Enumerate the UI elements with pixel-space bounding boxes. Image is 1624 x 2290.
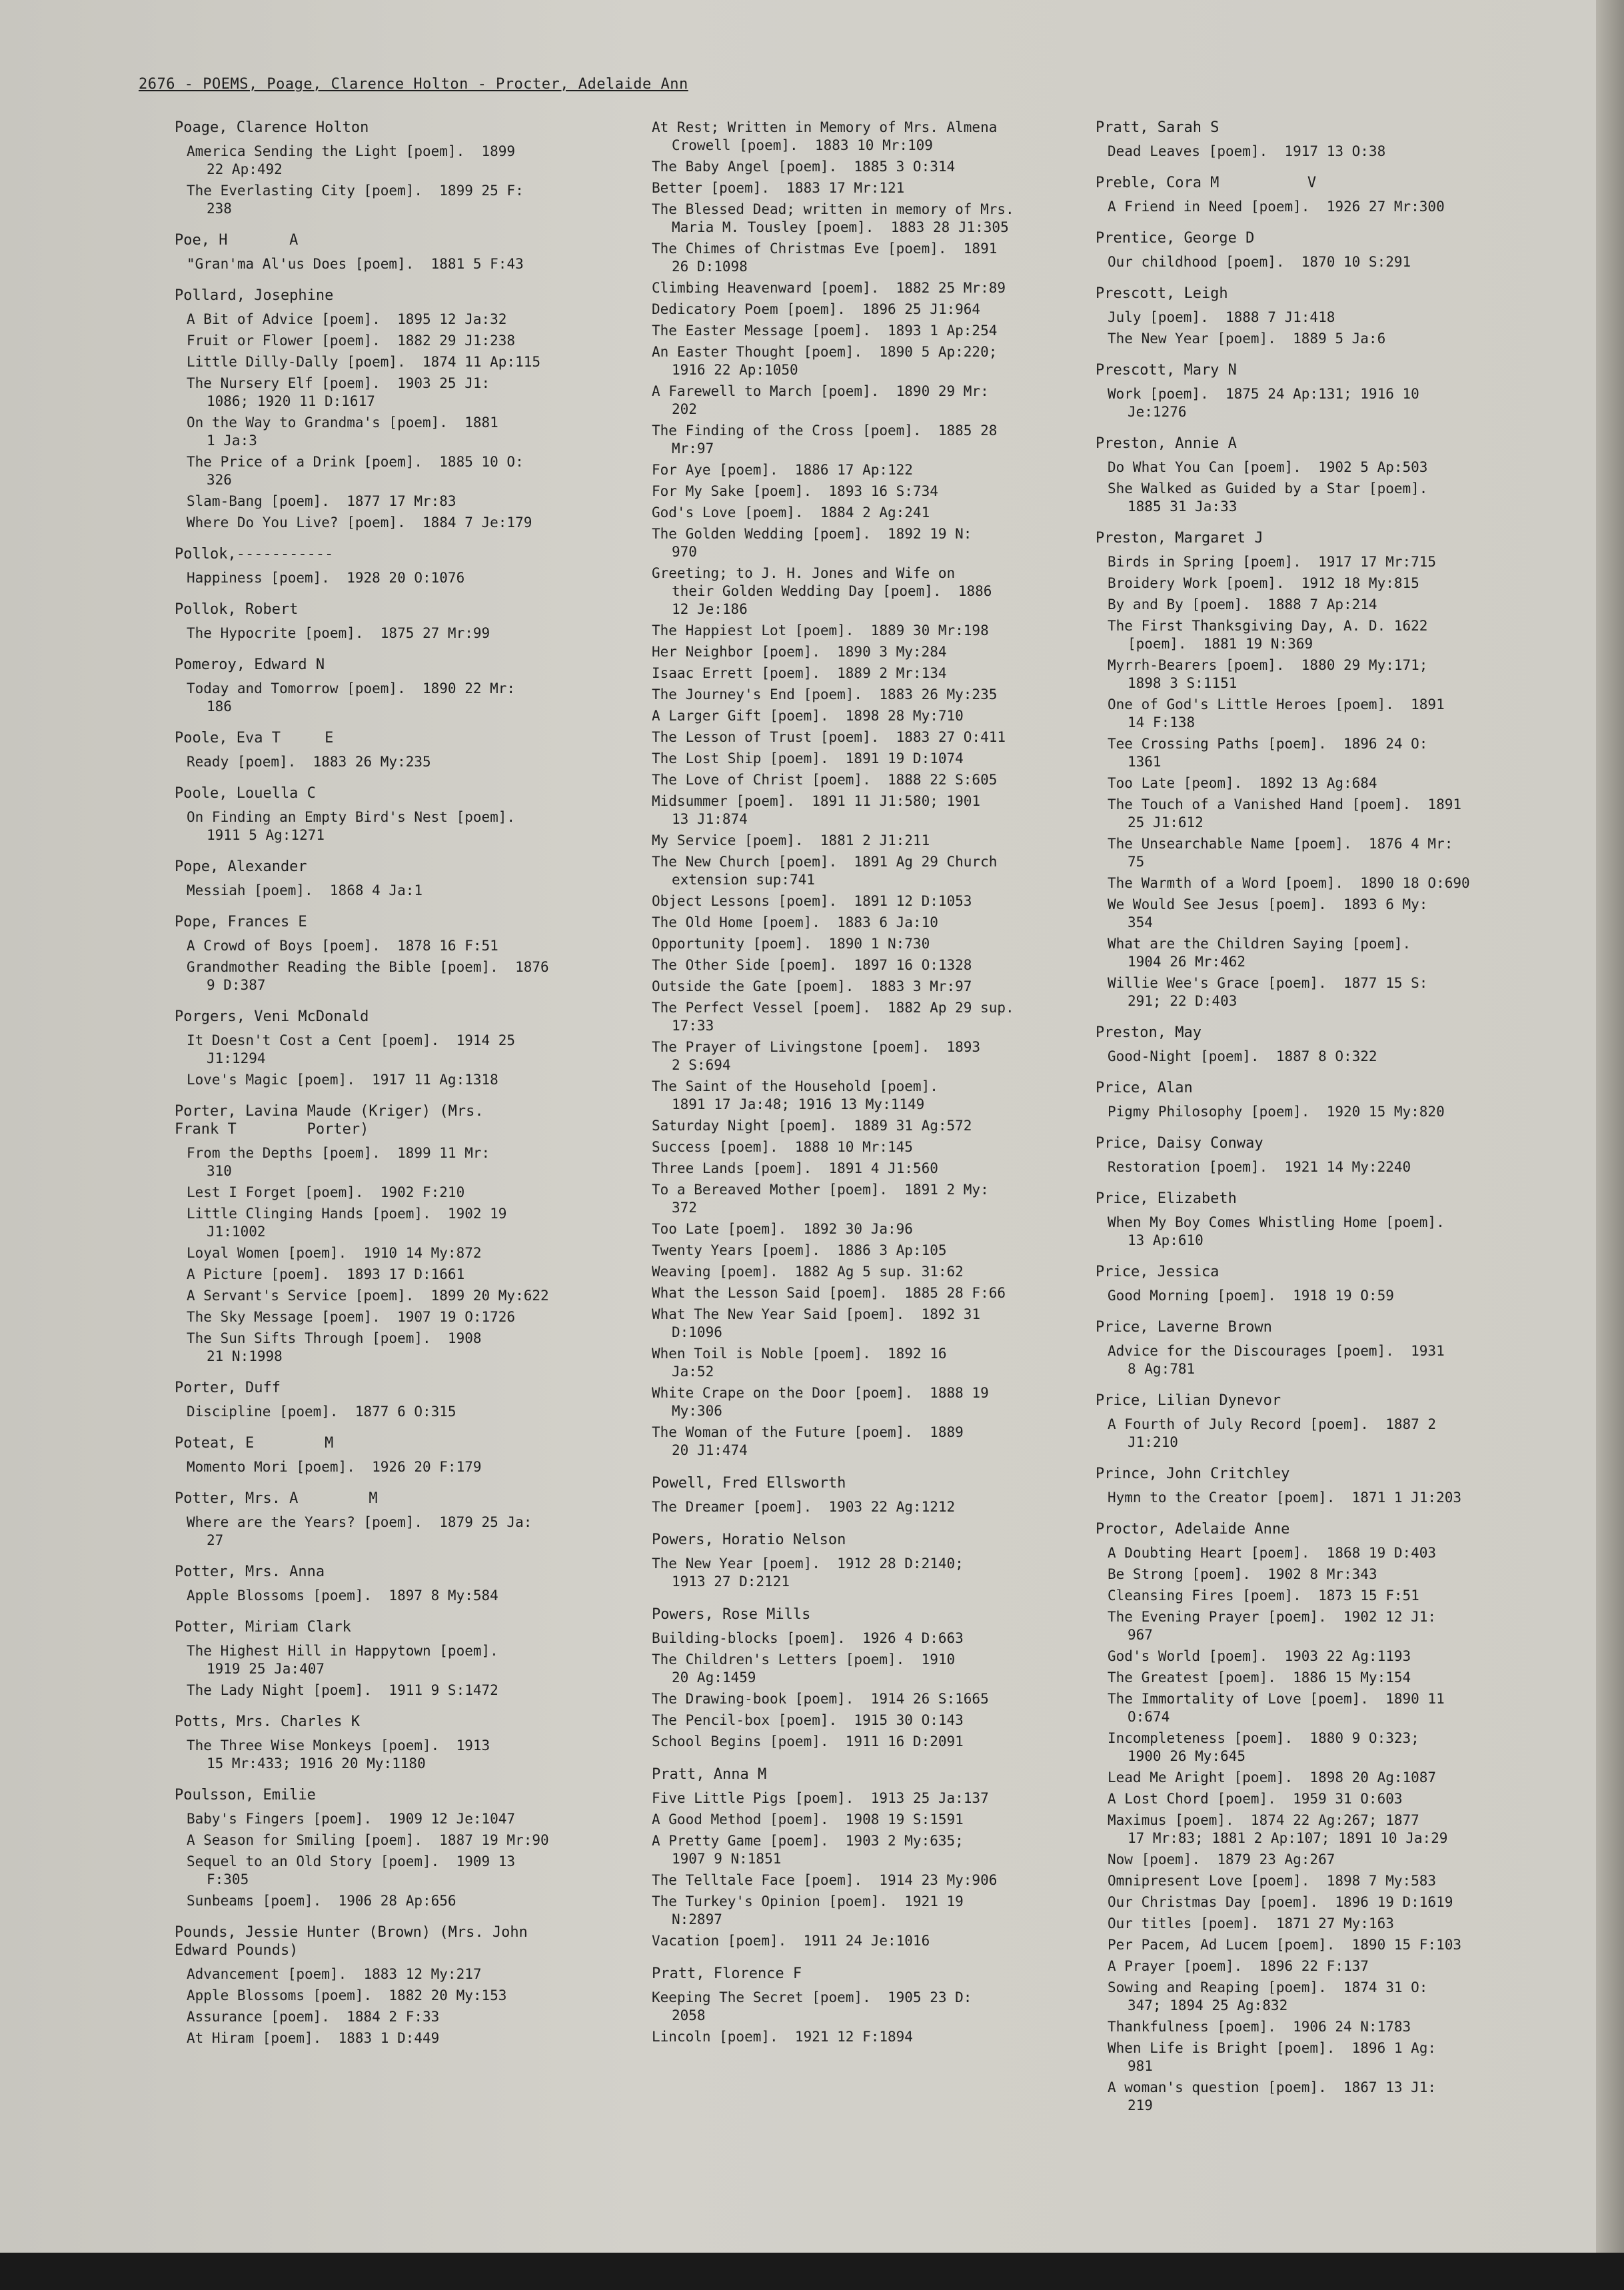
poem-citation: Vacation [poem]. 1911 24 Je:1016 <box>652 1933 930 1949</box>
poem-citation: Maximus [poem]. 1874 22 Ag:267; 1877 17 Mr:83; 1881 2 Ap:107; 1891 10 Ja:29 <box>1108 1812 1448 1846</box>
poem-citation: School Begins [poem]. 1911 16 D:2091 <box>652 1733 964 1749</box>
poem-citation: The Lost Ship [poem]. 1891 19 D:1074 <box>652 750 964 766</box>
author-entry <box>175 1434 641 1476</box>
author-name: Pounds, Jessie Hunter (Brown) (Mrs. John Edward Pounds) <box>175 1924 528 1959</box>
poem-citation: Where Do You Live? [poem]. 1884 7 Je:179 <box>187 515 532 531</box>
author-name: Price, Lilian Dynevor <box>1096 1392 1281 1409</box>
author-name: Prescott, Mary N <box>1096 362 1237 379</box>
poem-citation: Sunbeams [poem]. 1906 28 Ap:656 <box>187 1893 456 1909</box>
author-entry <box>175 784 641 844</box>
author-entry <box>175 913 641 994</box>
poem-citation: The Greatest [poem]. 1886 15 My:154 <box>1108 1670 1411 1686</box>
poem-citation: Sowing and Reaping [poem]. 1874 31 O: 347; 1894 25 Ag:832 <box>1108 1979 1428 2013</box>
column-3 <box>1096 119 1575 2128</box>
poem-citation: Cleansing Fires [poem]. 1873 15 F:51 <box>1108 1588 1419 1604</box>
poem-citation: Better [poem]. 1883 17 Mr:121 <box>652 180 905 196</box>
author-name: Porter, Duff <box>175 1380 281 1396</box>
poem-citation: When Life is Bright [poem]. 1896 1 Ag: 981 <box>1108 2040 1437 2074</box>
poem-citation: Opportunity [poem]. 1890 1 N:730 <box>652 936 930 952</box>
author-entry <box>652 1965 1078 2046</box>
author-entry <box>175 287 641 532</box>
author-name: Pomeroy, Edward N <box>175 656 325 673</box>
poem-citation: The Sky Message [poem]. 1907 19 O:1726 <box>187 1309 516 1325</box>
poem-citation: July [poem]. 1888 7 J1:418 <box>1108 309 1335 325</box>
author-name: Pollard, Josephine <box>175 287 334 304</box>
author-name: Pratt, Florence F <box>652 1965 802 1982</box>
poem-citation: Success [poem]. 1888 10 Mr:145 <box>652 1139 913 1155</box>
author-name: Prince, John Critchley <box>1096 1466 1290 1482</box>
column-1 <box>175 119 641 2061</box>
author-name: Pollok,----------- <box>175 546 334 563</box>
poem-citation: At Rest; Written in Memory of Mrs. Almena Crowell [poem]. 1883 10 Mr:109 <box>652 119 998 153</box>
poem-citation: It Doesn't Cost a Cent [poem]. 1914 25 J1:1294 <box>187 1032 516 1066</box>
author-name: Price, Elizabeth <box>1096 1190 1237 1207</box>
author-entry <box>175 1618 641 1700</box>
poem-citation: The Finding of the Cross [poem]. 1885 28 Mr:97 <box>652 423 998 457</box>
page-header: 2676 - POEMS, Poage, Clarence Holton - Procter, Adelaide Ann <box>139 76 688 93</box>
poem-citation: What The New Year Said [poem]. 1892 31 D:1096 <box>652 1306 981 1340</box>
poem-citation: Broidery Work [poem]. 1912 18 My:815 <box>1108 575 1419 591</box>
author-name: Proctor, Adelaide Anne <box>1096 1521 1290 1538</box>
poem-citation: The First Thanksgiving Day, A. D. 1622 [poem]. 1881 19 N:369 <box>1108 618 1428 652</box>
poem-citation: Keeping The Secret [poem]. 1905 23 D: 2058 <box>652 1989 972 2023</box>
author-entry <box>1096 1392 1575 1452</box>
poem-citation: Grandmother Reading the Bible [poem]. 1876 9 D:387 <box>187 959 549 993</box>
author-name: Preston, Annie A <box>1096 435 1237 452</box>
poem-citation: Climbing Heavenward [poem]. 1882 25 Mr:89 <box>652 280 1006 296</box>
poem-citation: For My Sake [poem]. 1893 16 S:734 <box>652 483 938 499</box>
poem-citation: For Aye [poem]. 1886 17 Ap:122 <box>652 462 913 478</box>
author-entry <box>1096 1465 1575 1507</box>
author-entry <box>1096 529 1575 1010</box>
poem-citation: The Saint of the Household [poem]. 1891 17 Ja:48; 1916 13 My:1149 <box>652 1078 938 1112</box>
poem-citation: Our childhood [poem]. 1870 10 S:291 <box>1108 254 1411 270</box>
author-name: Pope, Frances E <box>175 914 307 930</box>
poem-citation: An Easter Thought [poem]. 1890 5 Ap:220; 1916 22 Ap:1050 <box>652 344 998 378</box>
author-name: Prescott, Leigh <box>1096 285 1228 302</box>
poem-citation: Willie Wee's Grace [poem]. 1877 15 S: 291; 22 D:403 <box>1108 975 1428 1009</box>
author-name: Price, Laverne Brown <box>1096 1319 1272 1336</box>
poem-citation: Lest I Forget [poem]. 1902 F:210 <box>187 1184 465 1200</box>
poem-citation: The Golden Wedding [poem]. 1892 19 N: 970 <box>652 526 972 560</box>
poem-citation: Lead Me Aright [poem]. 1898 20 Ag:1087 <box>1108 1769 1437 1785</box>
poem-citation: A Lost Chord [poem]. 1959 31 O:603 <box>1108 1791 1403 1807</box>
poem-citation: On the Way to Grandma's [poem]. 1881 1 Ja:3 <box>187 415 498 449</box>
poem-citation: A woman's question [poem]. 1867 13 J1: 219 <box>1108 2079 1437 2113</box>
poem-citation: The Old Home [poem]. 1883 6 Ja:10 <box>652 914 938 930</box>
poem-citation: On Finding an Empty Bird's Nest [poem]. 1911 5 Ag:1271 <box>187 809 516 843</box>
poem-citation: The Highest Hill in Happytown [poem]. 1919 25 Ja:407 <box>187 1643 498 1677</box>
poem-citation: Her Neighbor [poem]. 1890 3 My:284 <box>652 644 947 660</box>
author-entry <box>1096 119 1575 161</box>
author-entry <box>1096 1520 1575 2115</box>
poem-citation: Do What You Can [poem]. 1902 5 Ap:503 <box>1108 459 1428 475</box>
poem-citation: Momento Mori [poem]. 1926 20 F:179 <box>187 1459 482 1475</box>
author-name: Porgers, Veni McDonald <box>175 1008 369 1025</box>
poem-citation: The Hypocrite [poem]. 1875 27 Mr:99 <box>187 625 490 641</box>
author-entry <box>1096 1190 1575 1250</box>
author-name: Prentice, George D <box>1096 230 1255 247</box>
author-name: Powers, Horatio Nelson <box>652 1532 846 1548</box>
poem-citation: Good-Night [poem]. 1887 8 O:322 <box>1108 1048 1377 1064</box>
author-entry <box>1096 435 1575 516</box>
poem-citation: When Toil is Noble [poem]. 1892 16 Ja:52 <box>652 1346 947 1380</box>
poem-citation: Hymn to the Creator [poem]. 1871 1 J1:203 <box>1108 1490 1462 1506</box>
poem-citation: A Picture [poem]. 1893 17 D:1661 <box>187 1266 465 1282</box>
author-entry <box>175 1490 641 1550</box>
poem-citation: Be Strong [poem]. 1902 8 Mr:343 <box>1108 1566 1377 1582</box>
poem-citation: Midsummer [poem]. 1891 11 J1:580; 1901 13 J1:874 <box>652 793 981 827</box>
poem-citation: The Warmth of a Word [poem]. 1890 18 O:690 <box>1108 875 1470 891</box>
poem-citation: Three Lands [poem]. 1891 4 J1:560 <box>652 1160 938 1176</box>
poem-citation: Object Lessons [poem]. 1891 12 D:1053 <box>652 893 972 909</box>
author-entry <box>1096 229 1575 271</box>
author-entry <box>175 231 641 273</box>
poem-citation: She Walked as Guided by a Star [poem]. 1885 31 Ja:33 <box>1108 481 1428 515</box>
poem-citation: Apple Blossoms [poem]. 1897 8 My:584 <box>187 1588 498 1604</box>
poem-citation: Outside the Gate [poem]. 1883 3 Mr:97 <box>652 978 972 994</box>
author-entry <box>175 1008 641 1089</box>
author-name: Poole, Louella C <box>175 785 316 802</box>
poem-citation: America Sending the Light [poem]. 1899 22 Ap:492 <box>187 143 516 177</box>
author-entry <box>1096 1024 1575 1066</box>
author-entry <box>175 1563 641 1605</box>
author-name: Pollok, Robert <box>175 601 299 618</box>
poem-citation: Dedicatory Poem [poem]. 1896 25 J1:964 <box>652 301 981 317</box>
author-entry <box>652 1474 1078 1516</box>
poem-citation: Ready [poem]. 1883 26 My:235 <box>187 754 431 770</box>
poem-citation: The Everlasting City [poem]. 1899 25 F: 238 <box>187 183 524 217</box>
poem-citation: A Servant's Service [poem]. 1899 20 My:622 <box>187 1288 549 1304</box>
poem-citation: The Touch of a Vanished Hand [poem]. 1891 25 J1:612 <box>1108 796 1462 830</box>
poem-citation: The Sun Sifts Through [poem]. 1908 21 N:1998 <box>187 1330 482 1364</box>
poem-citation: A Crowd of Boys [poem]. 1878 16 F:51 <box>187 938 498 954</box>
author-name: Pratt, Anna M <box>652 1766 767 1783</box>
author-name: Preston, May <box>1096 1024 1202 1041</box>
author-name: Poage, Clarence Holton <box>175 119 369 136</box>
author-entry <box>1096 1134 1575 1176</box>
poem-citation: The Dreamer [poem]. 1903 22 Ag:1212 <box>652 1499 956 1515</box>
author-name: Potter, Mrs. A M <box>175 1490 378 1507</box>
poem-citation: A Doubting Heart [poem]. 1868 19 D:403 <box>1108 1545 1437 1561</box>
author-name: Pope, Alexander <box>175 858 307 875</box>
author-entry <box>175 1102 641 1366</box>
poem-citation: The Turkey's Opinion [poem]. 1921 19 N:2897 <box>652 1893 964 1927</box>
scan-border <box>0 2253 1624 2290</box>
poem-citation: What are the Children Saying [poem]. 1904 26 Mr:462 <box>1108 936 1411 970</box>
poem-citation: Advice for the Discourages [poem]. 1931 8 Ag:781 <box>1108 1343 1445 1377</box>
author-name: Preston, Margaret J <box>1096 530 1263 547</box>
poem-citation: Incompleteness [poem]. 1880 9 O:323; 1900 26 My:645 <box>1108 1730 1419 1764</box>
author-name: Powers, Rose Mills <box>652 1606 811 1623</box>
poem-citation: The Children's Letters [poem]. 1910 20 Ag:1459 <box>652 1652 956 1686</box>
author-entry <box>175 1713 641 1773</box>
author-entry <box>1096 1263 1575 1305</box>
poem-citation: Slam-Bang [poem]. 1877 17 Mr:83 <box>187 493 456 509</box>
poem-citation: The Easter Message [poem]. 1893 1 Ap:254 <box>652 323 998 339</box>
poem-citation: The Blessed Dead; written in memory of Mrs. Maria M. Tousley [poem]. 1883 28 J1:305 <box>652 201 1014 235</box>
poem-citation: Our Christmas Day [poem]. 1896 19 D:1619 <box>1108 1894 1453 1910</box>
poem-citation: Where are the Years? [poem]. 1879 25 Ja: 27 <box>187 1514 532 1548</box>
author-name: Pratt, Sarah S <box>1096 119 1219 136</box>
poem-citation: What the Lesson Said [poem]. 1885 28 F:66 <box>652 1285 1006 1301</box>
poem-citation: The Prayer of Livingstone [poem]. 1893 2 S:694 <box>652 1039 981 1073</box>
poem-citation: The Happiest Lot [poem]. 1889 30 Mr:198 <box>652 622 989 638</box>
poem-citation: Too Late [peom]. 1892 13 Ag:684 <box>1108 775 1377 791</box>
author-entry <box>175 729 641 771</box>
poem-citation: Work [poem]. 1875 24 Ap:131; 1916 10 Je:1276 <box>1108 386 1419 420</box>
poem-citation: A Friend in Need [poem]. 1926 27 Mr:300 <box>1108 199 1445 215</box>
poem-citation: The Three Wise Monkeys [poem]. 1913 15 Mr:433; 1916 20 My:1180 <box>187 1737 490 1771</box>
author-entry <box>652 1765 1078 1950</box>
poem-citation: The Telltale Face [poem]. 1914 23 My:906 <box>652 1872 998 1888</box>
poem-citation: My Service [poem]. 1881 2 J1:211 <box>652 832 930 848</box>
poem-citation: Now [poem]. 1879 23 Ag:267 <box>1108 1851 1335 1867</box>
poem-citation: Restoration [poem]. 1921 14 My:2240 <box>1108 1159 1411 1175</box>
poem-citation: Good Morning [poem]. 1918 19 O:59 <box>1108 1288 1394 1304</box>
poem-citation: A Good Method [poem]. 1908 19 S:1591 <box>652 1811 964 1827</box>
poem-citation: "Gran'ma Al'us Does [poem]. 1881 5 F:43 <box>187 256 524 272</box>
author-name: Potts, Mrs. Charles K <box>175 1714 361 1730</box>
poem-citation: Our titles [poem]. 1871 27 My:163 <box>1108 1915 1394 1931</box>
author-entry <box>175 1923 641 2047</box>
poem-citation: God's World [poem]. 1903 22 Ag:1193 <box>1108 1648 1411 1664</box>
author-entry <box>652 119 1078 1460</box>
poem-citation: The Chimes of Christmas Eve [poem]. 1891 26 D:1098 <box>652 241 998 275</box>
poem-citation: At Hiram [poem]. 1883 1 D:449 <box>187 2030 440 2046</box>
poem-citation: Omnipresent Love [poem]. 1898 7 My:583 <box>1108 1873 1437 1889</box>
poem-citation: The Baby Angel [poem]. 1885 3 O:314 <box>652 159 956 175</box>
author-entry <box>652 1531 1078 1591</box>
author-entry <box>1096 1079 1575 1121</box>
poem-citation: Per Pacem, Ad Lucem [poem]. 1890 15 F:103 <box>1108 1937 1462 1953</box>
poem-citation: The New Year [poem]. 1912 28 D:2140; 1913 27 D:2121 <box>652 1556 964 1590</box>
poem-citation: Saturday Night [poem]. 1889 31 Ag:572 <box>652 1118 972 1134</box>
poem-citation: A Farewell to March [poem]. 1890 29 Mr: 202 <box>652 383 989 417</box>
author-entry <box>175 1379 641 1421</box>
author-name: Price, Daisy Conway <box>1096 1135 1263 1152</box>
poem-citation: The Other Side [poem]. 1897 16 O:1328 <box>652 957 972 973</box>
poem-citation: The Drawing-book [poem]. 1914 26 S:1665 <box>652 1691 989 1707</box>
poem-citation: Dead Leaves [poem]. 1917 13 O:38 <box>1108 143 1386 159</box>
author-entry <box>175 119 641 218</box>
poem-citation: The Pencil-box [poem]. 1915 30 O:143 <box>652 1712 964 1728</box>
author-entry <box>1096 174 1575 216</box>
poem-citation: A Larger Gift [poem]. 1898 28 My:710 <box>652 708 964 724</box>
poem-citation: Discipline [poem]. 1877 6 O:315 <box>187 1404 456 1420</box>
poem-citation: From the Depths [poem]. 1899 11 Mr: 310 <box>187 1145 490 1179</box>
author-name: Poulsson, Emilie <box>175 1787 316 1803</box>
poem-citation: The Woman of the Future [poem]. 1889 20 J1:474 <box>652 1424 964 1458</box>
poem-citation: Twenty Years [poem]. 1886 3 Ap:105 <box>652 1242 947 1258</box>
poem-citation: Too Late [poem]. 1892 30 Ja:96 <box>652 1221 913 1237</box>
column-2 <box>652 119 1078 2061</box>
poem-citation: Today and Tomorrow [poem]. 1890 22 Mr: 186 <box>187 680 516 714</box>
author-entry <box>175 600 641 642</box>
author-entry <box>1096 285 1575 348</box>
poem-citation: The New Church [poem]. 1891 Ag 29 Church extension sup:741 <box>652 854 998 888</box>
poem-citation: Apple Blossoms [poem]. 1882 20 My:153 <box>187 1987 507 2003</box>
poem-citation: Loyal Women [poem]. 1910 14 My:872 <box>187 1245 482 1261</box>
poem-citation: Tee Crossing Paths [poem]. 1896 24 O: 1361 <box>1108 736 1428 770</box>
poem-citation: The Evening Prayer [poem]. 1902 12 J1: 967 <box>1108 1609 1437 1643</box>
poem-citation: The Perfect Vessel [poem]. 1882 Ap 29 sup. 17:33 <box>652 1000 1014 1034</box>
poem-citation: The Love of Christ [poem]. 1888 22 S:605 <box>652 772 998 788</box>
poem-citation: Isaac Errett [poem]. 1889 2 Mr:134 <box>652 665 947 681</box>
poem-citation: By and By [poem]. 1888 7 Ap:214 <box>1108 596 1377 612</box>
poem-citation: The Unsearchable Name [poem]. 1876 4 Mr: 75 <box>1108 836 1453 870</box>
poem-citation: The Price of a Drink [poem]. 1885 10 O: 326 <box>187 454 524 488</box>
poem-citation: To a Bereaved Mother [poem]. 1891 2 My: 372 <box>652 1182 989 1216</box>
poem-citation: Lincoln [poem]. 1921 12 F:1894 <box>652 2029 913 2045</box>
poem-citation: White Crape on the Door [poem]. 1888 19 My:306 <box>652 1385 989 1419</box>
author-name: Porter, Lavina Maude (Kriger) (Mrs. Frank T Porter) <box>175 1103 484 1138</box>
author-name: Price, Alan <box>1096 1080 1193 1096</box>
poem-citation: Love's Magic [poem]. 1917 11 Ag:1318 <box>187 1072 498 1088</box>
poem-citation: The Immortality of Love [poem]. 1890 11 O:674 <box>1108 1691 1445 1725</box>
poem-citation: A Season for Smiling [poem]. 1887 19 Mr:90 <box>187 1832 549 1848</box>
author-name: Price, Jessica <box>1096 1264 1219 1280</box>
poem-citation: A Pretty Game [poem]. 1903 2 My:635; 1907 9 N:1851 <box>652 1833 964 1867</box>
poem-citation: Little Dilly-Dally [poem]. 1874 11 Ap:115 <box>187 354 541 370</box>
poem-citation: The New Year [poem]. 1889 5 Ja:6 <box>1108 331 1386 347</box>
author-entry <box>175 656 641 716</box>
poem-citation: The Nursery Elf [poem]. 1903 25 J1: 1086; 1920 11 D:1617 <box>187 375 490 409</box>
author-name: Poteat, E M <box>175 1435 334 1452</box>
poem-citation: We Would See Jesus [poem]. 1893 6 My: 354 <box>1108 896 1428 930</box>
poem-citation: Advancement [poem]. 1883 12 My:217 <box>187 1966 482 1982</box>
poem-citation: Birds in Spring [poem]. 1917 17 Mr:715 <box>1108 554 1437 570</box>
poem-citation: A Bit of Advice [poem]. 1895 12 Ja:32 <box>187 311 507 327</box>
poem-citation: Happiness [poem]. 1928 20 O:1076 <box>187 570 465 586</box>
poem-citation: Weaving [poem]. 1882 Ag 5 sup. 31:62 <box>652 1264 964 1280</box>
poem-citation: Thankfulness [poem]. 1906 24 N:1783 <box>1108 2019 1411 2035</box>
poem-citation: A Fourth of July Record [poem]. 1887 2 J1:210 <box>1108 1416 1437 1450</box>
poem-citation: Building-blocks [poem]. 1926 4 D:663 <box>652 1630 964 1646</box>
poem-citation: Fruit or Flower [poem]. 1882 29 J1:238 <box>187 333 516 349</box>
poem-citation: Baby's Fingers [poem]. 1909 12 Je:1047 <box>187 1811 516 1827</box>
poem-citation: The Lesson of Trust [poem]. 1883 27 O:411 <box>652 729 1006 745</box>
author-name: Poole, Eva T E <box>175 730 334 746</box>
poem-citation: Myrrh-Bearers [poem]. 1880 29 My:171; 1898 3 S:1151 <box>1108 657 1428 691</box>
author-name: Powell, Fred Ellsworth <box>652 1475 846 1492</box>
poem-citation: Five Little Pigs [poem]. 1913 25 Ja:137 <box>652 1790 989 1806</box>
poem-citation: Messiah [poem]. 1868 4 Ja:1 <box>187 882 423 898</box>
author-entry <box>1096 1318 1575 1378</box>
author-name: Potter, Mrs. Anna <box>175 1564 325 1580</box>
poem-citation: One of God's Little Heroes [poem]. 1891 14 F:138 <box>1108 696 1445 730</box>
poem-citation: The Journey's End [poem]. 1883 26 My:235 <box>652 686 998 702</box>
book-spine <box>1596 0 1624 2290</box>
author-entry <box>652 1606 1078 1751</box>
poem-citation: Sequel to an Old Story [poem]. 1909 13 F:305 <box>187 1853 516 1887</box>
poem-citation: The Lady Night [poem]. 1911 9 S:1472 <box>187 1682 498 1698</box>
poem-citation: A Prayer [poem]. 1896 22 F:137 <box>1108 1958 1369 1974</box>
author-name: Poe, H A <box>175 232 299 249</box>
author-entry <box>175 545 641 587</box>
author-name: Potter, Miriam Clark <box>175 1619 351 1636</box>
poem-citation: God's Love [poem]. 1884 2 Ag:241 <box>652 505 930 521</box>
author-name: Preble, Cora M V <box>1096 175 1317 191</box>
author-entry <box>175 858 641 900</box>
author-entry <box>1096 361 1575 421</box>
poem-citation: When My Boy Comes Whistling Home [poem]. 13 Ap:610 <box>1108 1214 1445 1248</box>
author-entry <box>175 1786 641 1910</box>
poem-citation: Assurance [poem]. 1884 2 F:33 <box>187 2009 440 2025</box>
poem-citation: Little Clinging Hands [poem]. 1902 19 J1:1002 <box>187 1206 507 1240</box>
poem-citation: Pigmy Philosophy [poem]. 1920 15 My:820 <box>1108 1104 1445 1120</box>
poem-citation: Greeting; to J. H. Jones and Wife on their Golden Wedding Day [poem]. 1886 12 Je:186 <box>652 565 992 617</box>
